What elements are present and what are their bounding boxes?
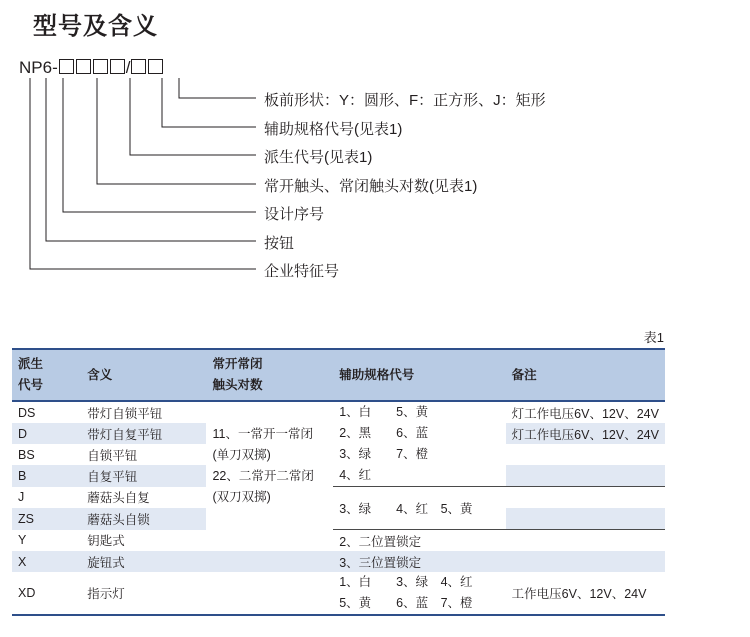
header-meaning: 含义 — [81, 349, 206, 401]
label-panel-shape: 板前形状：Y：圆形、F：正方形、J：矩形 — [264, 92, 546, 109]
page-title: 型号及含义 — [33, 13, 158, 40]
cell-aux: 2、二位置锁定 — [339, 534, 422, 549]
cell-contacts — [206, 530, 333, 552]
model-leader-lines — [0, 0, 260, 290]
table-header — [12, 349, 665, 401]
cell-note: 工作电压6V、12V、24V — [506, 572, 665, 615]
cell-note — [506, 444, 665, 465]
cell-note — [506, 465, 665, 487]
leader-line-shape — [179, 78, 256, 98]
cell-meaning: 自复平钮 — [87, 469, 138, 484]
cell-code: ZS — [18, 511, 34, 526]
cell-aux-colors: 1、白 3、绿 4、红 5、黄 6、蓝 7、橙 — [333, 572, 505, 615]
table-row — [12, 487, 665, 509]
cell-meaning: 自锁平钮 — [87, 448, 138, 463]
table-caption: 表1 — [643, 330, 664, 345]
label-derive-code: 派生代号(见表1) — [264, 149, 373, 166]
cell-meaning: 旋钮式 — [87, 555, 125, 570]
leader-line-contacts — [97, 78, 256, 184]
cell-code: XD — [12, 572, 81, 615]
cell-meaning: 带灯自复平钮 — [87, 427, 163, 442]
label-button: 按钮 — [264, 235, 295, 252]
cell-meaning: 钥匙式 — [87, 534, 125, 549]
cell-meaning: 蘑菇头自锁 — [87, 512, 150, 527]
leader-line-company — [30, 78, 256, 269]
cell-note — [506, 530, 665, 552]
cell-note: 灯工作电压6V、12V、24V — [511, 406, 659, 421]
model-slash: / — [125, 58, 131, 77]
cell-aux: 3、三位置锁定 — [339, 555, 422, 570]
cell-code: DS — [18, 405, 36, 420]
label-contacts: 常开触头、常闭触头对数(见表1) — [264, 178, 478, 195]
header-contacts: 常开常闭 触头对数 — [206, 349, 333, 401]
cell-note — [506, 508, 665, 530]
cell-contacts: 11、一常开一常闭 (单刀双掷) 22、二常开二常闭 (双刀双掷) — [212, 426, 314, 504]
leader-line-derive — [130, 78, 256, 155]
cell-meaning: 指示灯 — [81, 572, 206, 615]
cell-contacts — [206, 572, 333, 615]
cell-code: Y — [18, 533, 27, 548]
table-row — [12, 572, 665, 615]
cell-aux-colors: 1、白 5、黄 2、黑 6、蓝 3、绿 7、橙 4、红 — [333, 401, 505, 487]
cell-aux-colors: 3、绿 4、红 5、黄 — [333, 487, 505, 530]
table-row — [12, 530, 665, 552]
leader-line-aux — [162, 78, 256, 127]
label-design-no: 设计序号 — [264, 206, 325, 223]
cell-meaning: 带灯自锁平钮 — [87, 406, 163, 421]
cell-code: B — [18, 468, 27, 483]
cell-code: J — [18, 490, 25, 505]
cell-code: X — [18, 554, 27, 569]
cell-code: BS — [18, 447, 35, 462]
cell-code: D — [18, 426, 28, 441]
cell-note — [506, 551, 665, 572]
cell-contacts — [206, 551, 333, 572]
cell-meaning: 蘑菇头自复 — [87, 491, 150, 506]
label-company: 企业特征号 — [264, 263, 340, 280]
cell-note — [506, 487, 665, 509]
header-aux-spec: 辅助规格代号 — [333, 349, 505, 401]
label-aux-spec: 辅助规格代号(见表1) — [264, 121, 403, 138]
cell-note: 灯工作电压6V、12V、24V — [511, 427, 659, 442]
model-prefix: NP6- — [19, 58, 58, 77]
header-derive-code: 派生 代号 — [12, 349, 81, 401]
leader-line-button — [46, 78, 256, 241]
table-row — [12, 551, 665, 572]
spec-table — [12, 348, 665, 616]
header-note: 备注 — [506, 349, 665, 401]
table-row — [12, 401, 665, 423]
